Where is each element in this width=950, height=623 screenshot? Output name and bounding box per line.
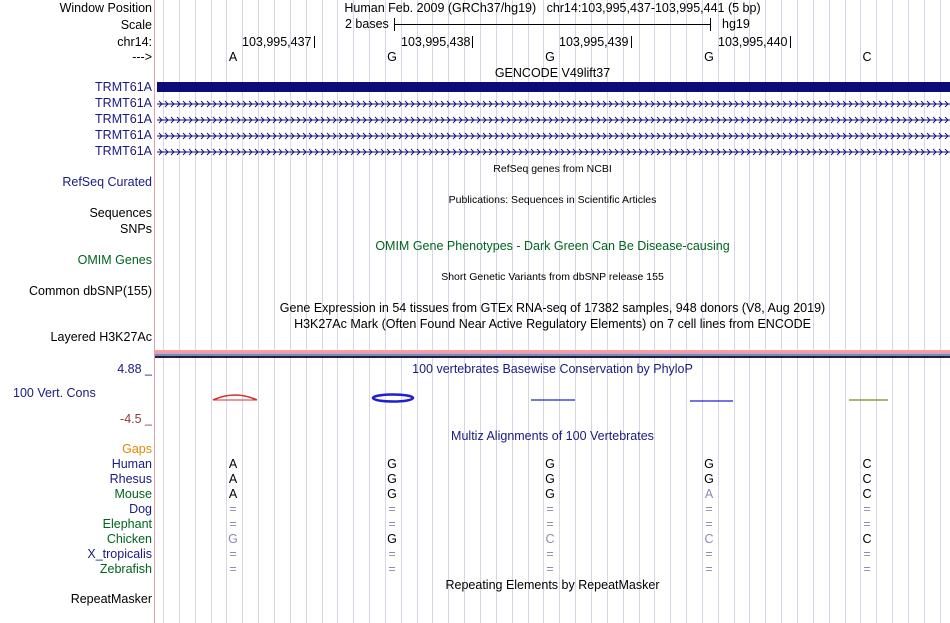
- scale-text: 2 bases: [345, 17, 389, 31]
- alignment-base: C: [545, 532, 555, 546]
- species-label-mouse[interactable]: Mouse: [114, 487, 152, 501]
- ruler-position: 103,995,437: [242, 35, 312, 49]
- gencode-track-title: GENCODE V49lift37: [494, 66, 611, 80]
- alignment-base: =: [546, 502, 554, 516]
- alignment-base: G: [387, 472, 397, 486]
- alignment-base: =: [863, 517, 871, 531]
- alignment-base: =: [388, 517, 396, 531]
- alignment-base: =: [546, 562, 554, 576]
- alignment-base: G: [387, 532, 397, 546]
- reference-base: G: [704, 50, 714, 64]
- omim-genes-label[interactable]: OMIM Genes: [77, 253, 152, 267]
- alignment-base: =: [705, 562, 713, 576]
- alignment-base: G: [704, 457, 714, 471]
- alignment-base: C: [704, 532, 714, 546]
- alignment-base: =: [705, 502, 713, 516]
- assembly-text: Human Feb. 2009 (GRCh37/hg19): [344, 1, 537, 15]
- scale-label: Scale: [120, 18, 152, 32]
- refseq-track-title: RefSeq genes from NCBI: [493, 163, 612, 175]
- cons-logo-g: [373, 395, 413, 402]
- alignment-base: =: [863, 547, 871, 561]
- cons-max-label: 4.88 _: [117, 362, 152, 376]
- strand-label: --->: [132, 50, 152, 64]
- gtex-track-title: Gene Expression in 54 tissues from GTEx RNA-seq of 17382 samples, 948 donors (V8, Aug 2019): [279, 301, 826, 315]
- alignment-base: A: [228, 487, 238, 501]
- alignment-base: A: [704, 487, 714, 501]
- alignment-base: =: [863, 502, 871, 516]
- alignment-base: =: [229, 517, 237, 531]
- species-label-rhesus[interactable]: Rhesus: [109, 472, 152, 486]
- common-dbsnp-label[interactable]: Common dbSNP(155): [29, 284, 152, 298]
- alignment-base: =: [229, 562, 237, 576]
- repeatmasker-track-title: Repeating Elements by RepeatMasker: [445, 578, 660, 592]
- alignment-base: G: [545, 472, 555, 486]
- transcript-lines: [155, 95, 950, 161]
- ruler-position: 103,995,440: [718, 35, 788, 49]
- chrom-label: chr14:: [117, 35, 152, 49]
- ruler-tick: [790, 36, 791, 48]
- snps-label[interactable]: SNPs: [120, 222, 152, 236]
- reference-base: C: [862, 50, 872, 64]
- h3k27ac-signal: [155, 350, 950, 358]
- alignment-base: G: [545, 457, 555, 471]
- refseq-curated-label[interactable]: RefSeq Curated: [62, 175, 152, 189]
- cons-logo-a: [213, 395, 257, 400]
- ruler-tick: [631, 36, 632, 48]
- alignment-base: =: [546, 517, 554, 531]
- alignment-base: C: [862, 472, 872, 486]
- species-label-x_tropicalis[interactable]: X_tropicalis: [87, 547, 152, 561]
- alignment-base: =: [388, 502, 396, 516]
- conservation-plot: [155, 380, 950, 420]
- alignment-base: A: [228, 472, 238, 486]
- species-label-zebrafish[interactable]: Zebrafish: [99, 562, 152, 576]
- reference-base: G: [545, 50, 555, 64]
- alignment-base: G: [387, 487, 397, 501]
- reference-base: G: [387, 50, 397, 64]
- alignment-base: =: [863, 562, 871, 576]
- species-label-elephant[interactable]: Elephant: [102, 517, 152, 531]
- layered-h3k27ac-label[interactable]: Layered H3K27Ac: [50, 330, 152, 344]
- alignment-base: =: [705, 547, 713, 561]
- repeatmasker-label[interactable]: RepeatMasker: [70, 592, 152, 606]
- alignment-base: C: [862, 487, 872, 501]
- gene-label-trmt61a[interactable]: TRMT61A: [95, 128, 152, 142]
- ruler-tick: [472, 36, 473, 48]
- alignment-base: =: [229, 502, 237, 516]
- ruler-position: 103,995,439: [559, 35, 629, 49]
- gene-label-trmt61a[interactable]: TRMT61A: [95, 96, 152, 110]
- scale-bar: [394, 24, 711, 25]
- scale-bar-right-tick: [710, 18, 711, 31]
- species-label-dog[interactable]: Dog: [129, 502, 152, 516]
- multiz-track-title: Multiz Alignments of 100 Vertebrates: [451, 429, 654, 443]
- alignment-base: =: [388, 562, 396, 576]
- alignment-base: G: [228, 532, 238, 546]
- reference-base: A: [228, 50, 238, 64]
- gene-label-trmt61a[interactable]: TRMT61A: [95, 112, 152, 126]
- cons-track-label[interactable]: 100 Vert. Cons: [13, 386, 96, 400]
- gene-label-trmt61a[interactable]: TRMT61A: [95, 144, 152, 158]
- h3k27ac-track-title: H3K27Ac Mark (Often Found Near Active Regulatory Elements) on 7 cell lines from ENCODE: [294, 317, 811, 331]
- gene-bar-trmt61a[interactable]: [157, 82, 950, 92]
- omim-track-title: OMIM Gene Phenotypes - Dark Green Can Be Disease-causing: [375, 239, 730, 253]
- publications-track-title: Publications: Sequences in Scientific Articles: [448, 194, 657, 206]
- alignment-base: C: [862, 457, 872, 471]
- ruler-position: 103,995,438: [401, 35, 471, 49]
- species-label-human[interactable]: Human: [111, 457, 152, 471]
- alignment-base: C: [862, 532, 872, 546]
- dbsnp-track-title: Short Genetic Variants from dbSNP release 155: [441, 271, 664, 283]
- assembly-position-text: [155, 1, 950, 15]
- alignment-base: =: [705, 517, 713, 531]
- position-text: chr14:103,995,437-103,995,441 (5 bp): [546, 1, 761, 15]
- window-position-label: Window Position: [59, 1, 152, 15]
- db-text: hg19: [722, 17, 750, 31]
- alignment-base: =: [546, 547, 554, 561]
- alignment-base: =: [388, 547, 396, 561]
- scale-bar-left-tick: [394, 18, 395, 31]
- sequences-label[interactable]: Sequences: [89, 206, 152, 220]
- species-label-chicken[interactable]: Chicken: [106, 532, 152, 546]
- alignment-base: G: [387, 457, 397, 471]
- conservation-track-title: 100 vertebrates Basewise Conservation by PhyloP: [412, 362, 693, 376]
- gaps-label[interactable]: Gaps: [122, 442, 152, 456]
- alignment-base: =: [229, 547, 237, 561]
- alignment-base: A: [228, 457, 238, 471]
- cons-min-label: -4.5 _: [120, 412, 152, 426]
- alignment-base: G: [545, 487, 555, 501]
- ruler-tick: [314, 36, 315, 48]
- gene-label-trmt61a[interactable]: TRMT61A: [95, 80, 152, 94]
- alignment-base: G: [704, 472, 714, 486]
